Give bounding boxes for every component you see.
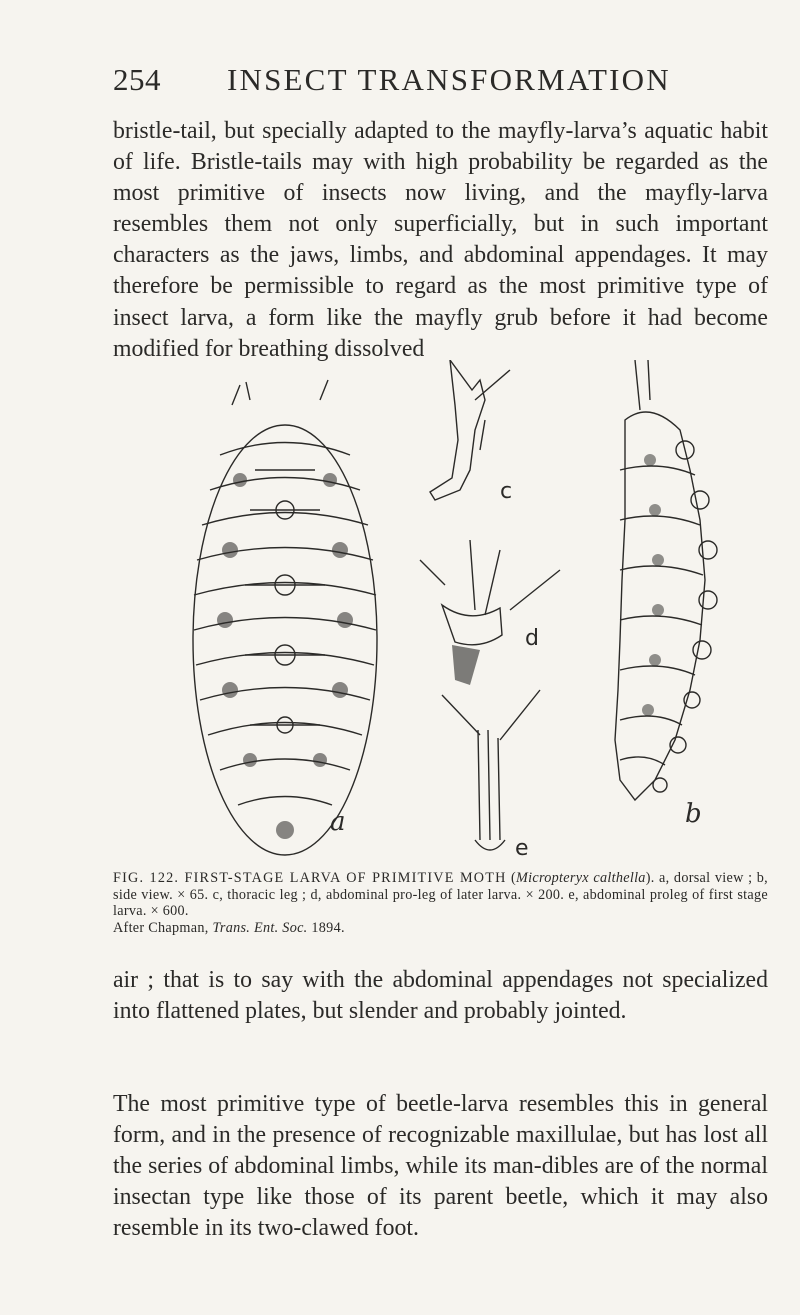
- abdominal-proleg-first-stage-drawing: [442, 690, 540, 860]
- caption-credit-journal: Trans. Ent. Soc.: [212, 919, 308, 936]
- page-header: [113, 62, 760, 102]
- caption-credit-year: 1894.: [311, 919, 345, 936]
- paragraph-2: air ; that is to say with the abdominal appendages not specialized into flattened plates, but slender and probably jointed.: [113, 967, 768, 1025]
- panel-label-b: b: [685, 799, 702, 829]
- figure-caption: FIG. 122. FIRST-STAGE LARVA OF PRIMITIVE MOTH (Micropteryx calthella). a, dorsal view ; b, side view. × 65. c, thoracic leg ; d, abdominal pro-leg of later larva. × 200. e, abdominal proleg of first stage larva. × 600. After Chapman, Trans. Ent. Soc. 1894.: [113, 870, 768, 936]
- caption-panel-e: e, abdominal proleg of first stage larva.: [113, 886, 768, 920]
- page-number: 254: [113, 62, 161, 97]
- thoracic-leg-drawing: [430, 360, 512, 504]
- caption-magnification-3: × 600.: [150, 903, 189, 920]
- panel-label-c: c: [500, 479, 513, 504]
- abdominal-proleg-later-drawing: [420, 540, 560, 685]
- caption-credit-author: After Chapman,: [113, 919, 209, 936]
- caption-title: FIRST-STAGE LARVA OF PRIMITIVE MOTH: [184, 870, 507, 886]
- paragraph-1: bristle-tail, but specially adapted to the mayfly-larva’s aquatic habit of life. Bristle-tails may with high probability be regarded as the most primitive of insects now living, and the mayfly-larva resembles them not only superficially, but in such important characters as the jaws, limbs, and abdominal appendages. It may therefore be permissible to regard as the most primitive type of insect larva, a form like the mayfly grub before it had become modified for breathing dissolved: [113, 118, 768, 362]
- caption-magnification-2: × 200.: [525, 886, 565, 903]
- paragraph-3: The most primitive type of beetle-larva resembles this in general form, and in the presence of recognizable maxillulae, but has lost all the series of abdominal limbs, while its man-dibles are of the normal insectan type like those of its parent beetle, which it may also resemble in its two-clawed foot.: [113, 1091, 768, 1242]
- caption-panel-a-b: a, dorsal view ; b, side view.: [113, 870, 768, 903]
- caption-credit: [113, 920, 345, 936]
- caption-species: Micropteryx calthella: [516, 870, 646, 886]
- running-head: INSECT TRANSFORMATION: [227, 62, 671, 97]
- caption-magnification-1: × 65.: [177, 886, 209, 903]
- larva-side-view: [615, 360, 717, 829]
- figure-122-illustration: [180, 360, 740, 860]
- panel-label-e: e: [515, 836, 529, 860]
- caption-panel-c-d: c, thoracic leg ; d, abdominal pro-leg of later larva.: [212, 886, 522, 903]
- panel-label-d: d: [525, 626, 539, 651]
- panel-label-a: a: [330, 807, 346, 837]
- caption-fig-number: FIG. 122.: [113, 870, 180, 886]
- larva-dorsal-view: [193, 380, 377, 855]
